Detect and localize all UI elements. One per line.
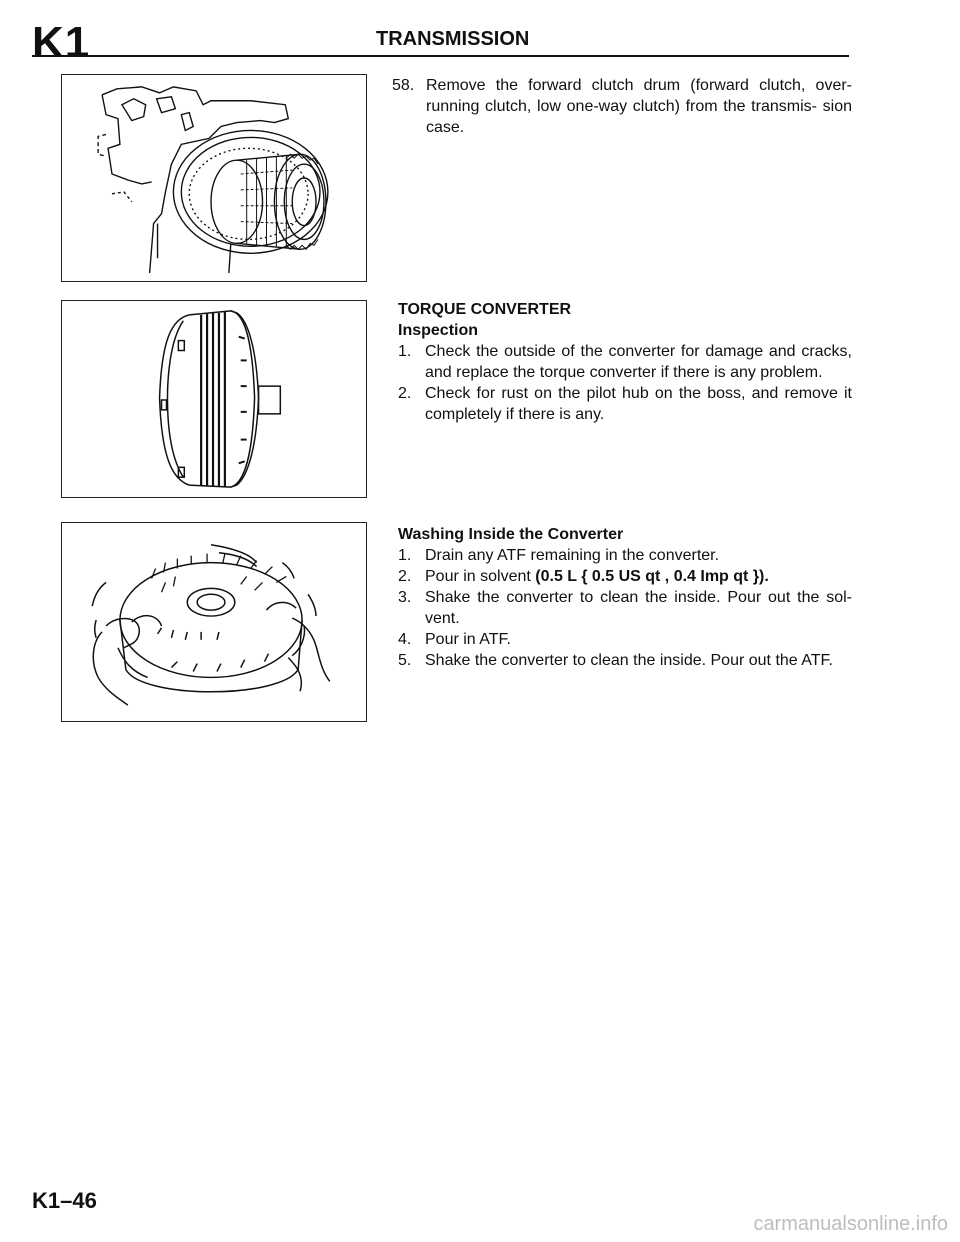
washing-step-2 (398, 566, 852, 587)
washing-step-1 (398, 545, 852, 566)
torque-converter-illustration (62, 301, 366, 497)
inspection-step-2 (398, 383, 852, 425)
step-58 (392, 75, 852, 138)
step-number: 3. (398, 589, 412, 606)
figure-torque-converter-inspection (61, 300, 367, 498)
inspection-step-1 (398, 341, 852, 383)
washing-step-4 (398, 629, 852, 650)
figure-washing-converter (61, 522, 367, 722)
step-text: Pour in solvent (425, 568, 536, 585)
subsection-heading: Inspection (398, 322, 479, 339)
step-text: Remove the forward clutch drum (forward clutch, over- running clutch, low one-way clutch) from the transmis- sion case. (426, 77, 852, 136)
solvent-spec: (0.5 L { 0.5 US qt , 0.4 Imp qt }). (535, 568, 769, 585)
step-number: 2. (398, 385, 412, 402)
washing-section (398, 524, 852, 671)
subsection-heading: Washing Inside the Converter (398, 526, 624, 543)
step-text: Shake the converter to clean the inside. Pour out the ATF. (425, 652, 833, 669)
converter-washing-illustration (62, 523, 366, 721)
step-number: 58. (392, 77, 415, 94)
header-rule (32, 55, 849, 57)
step-number: 1. (398, 343, 412, 360)
section-heading: TORQUE CONVERTER (398, 301, 572, 318)
forward-clutch-illustration (62, 75, 366, 281)
step-number: 1. (398, 547, 412, 564)
step-text: Pour in ATF. (425, 631, 511, 648)
section-code: K1 (32, 18, 91, 67)
figure-forward-clutch-removal (61, 74, 367, 282)
torque-converter-section (398, 299, 852, 425)
step-number: 4. (398, 631, 412, 648)
step-number: 5. (398, 652, 412, 669)
step-text: Check for rust on the pilot hub on the boss, and remove it completely if there is any. (425, 385, 852, 423)
step-text: Check the outside of the converter for damage and cracks, and replace the torque converter if there is any problem. (425, 343, 852, 381)
section-title: TRANSMISSION (376, 28, 530, 50)
step-58-block (392, 75, 852, 138)
washing-step-3 (398, 587, 852, 629)
step-number: 2. (398, 568, 412, 585)
page-number: K1–46 (32, 1188, 97, 1213)
washing-step-5 (398, 650, 852, 671)
watermark[interactable]: carmanualsonline.info (753, 1213, 948, 1235)
step-text: Shake the converter to clean the inside. Pour out the sol- vent. (425, 589, 852, 627)
step-text: Drain any ATF remaining in the converter. (425, 547, 720, 564)
